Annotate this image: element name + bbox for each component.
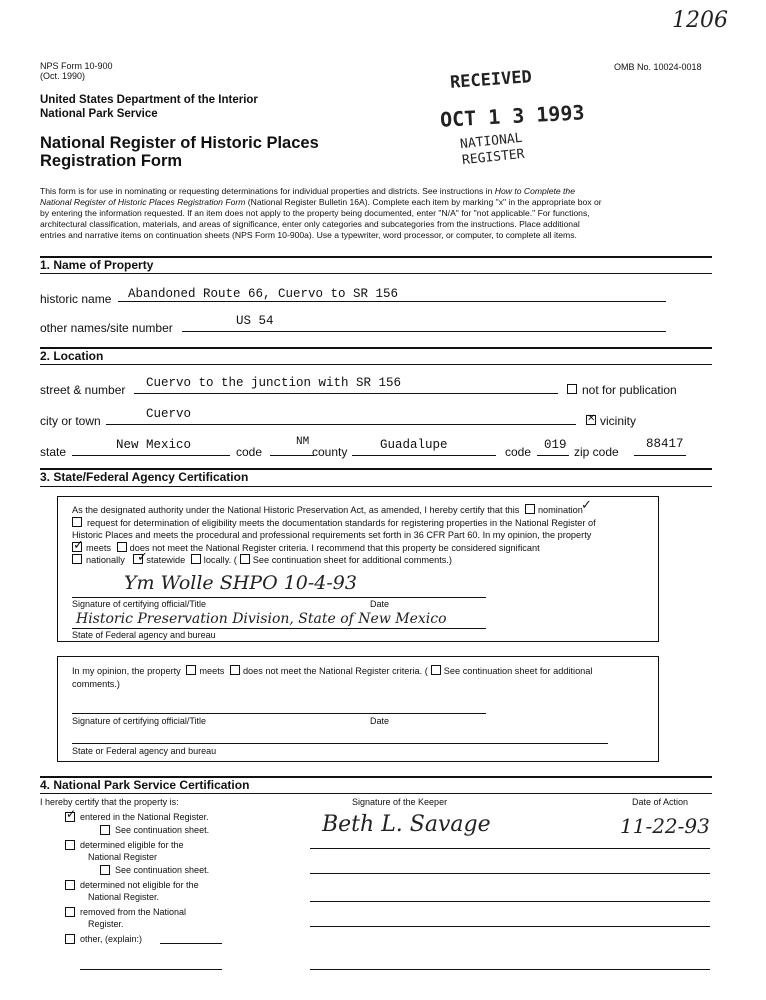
form-id: NPS Form 10-900	[40, 61, 113, 71]
code-label: code	[236, 445, 263, 459]
stamp-line2: REGISTER	[461, 146, 526, 169]
instructions-line	[40, 197, 722, 208]
certification-text	[72, 504, 596, 567]
signature-label: Signature of certifying official/Title	[72, 716, 207, 726]
determined-eligible-checkbox[interactable]	[65, 840, 75, 850]
agency-line	[72, 628, 486, 629]
entered-label: entered in the National Register.	[80, 812, 209, 822]
field-line	[352, 455, 496, 456]
removed-label: removed from the National	[80, 907, 187, 917]
section-3-heading: 3. State/Federal Agency Certification	[40, 470, 249, 484]
keeper-line	[310, 901, 710, 902]
date-label: Date	[370, 716, 390, 726]
instructions-line: by entering the information requested. If an item does not apply to the property being documented, enter "N/A" for "not applicable." For functions,	[40, 208, 590, 218]
street-label: street & number	[40, 383, 126, 397]
field-line	[118, 301, 666, 302]
field-line	[270, 455, 314, 456]
zip-value[interactable]: 88417	[646, 437, 684, 451]
agency-handwriting: Historic Preservation Division, State of New Mexico	[76, 611, 447, 627]
signature-line	[72, 713, 486, 714]
check-mark: ✓	[73, 537, 84, 552]
form-subtitle: Registration Form	[40, 152, 183, 170]
statewide-label: statewide	[146, 555, 186, 566]
field-line	[106, 424, 576, 425]
continuation-checkbox[interactable]	[240, 554, 250, 564]
section-4-heading: 4. National Park Service Certification	[40, 778, 250, 792]
city-value[interactable]: Cuervo	[146, 407, 192, 421]
opinion-text-span: See continuation sheet for additional	[443, 666, 593, 676]
omb-number: OMB No. 10024-0018	[614, 62, 702, 72]
instructions-text: This form is for use in nominating or requesting determinations for individual properties and districts. See instructions in	[40, 186, 495, 196]
nationally-checkbox[interactable]	[72, 554, 82, 564]
cert-line	[72, 504, 596, 517]
state-value[interactable]: New Mexico	[116, 438, 192, 452]
section-rule	[40, 347, 712, 349]
not-eligible-label: determined not eligible for the	[80, 880, 199, 890]
cert-line: Historic Places and meets the procedural and professional requirements set forth in 36 CFR Part 60. In my opinion, the property	[72, 530, 592, 541]
department: United States Department of the Interior	[40, 94, 258, 106]
signature-line	[72, 597, 486, 598]
nomination-checkbox[interactable]	[525, 504, 535, 514]
other-label: other, (explain:)	[80, 934, 143, 944]
city-label: city or town	[40, 414, 101, 428]
county-label: county	[312, 445, 348, 459]
opinion-line: comments.)	[72, 678, 120, 689]
instructions-title: National Register of Historic Places Registration Form	[40, 197, 246, 207]
meets-label: meets	[86, 542, 112, 553]
historic-name-label: historic name	[40, 292, 112, 306]
determined-eligible-label-2: National Register	[88, 852, 158, 862]
instructions-line	[40, 186, 722, 197]
cert-text: See continuation sheet for additional comments.)	[252, 555, 452, 566]
cert-text: request for determination of eligibility meets the documentation standards for registering properties in the National Register of	[87, 517, 596, 528]
instructions-title: How to Complete the	[494, 186, 575, 196]
section-underline	[40, 273, 712, 274]
check-mark: ✓	[66, 807, 77, 821]
keeper-line	[310, 926, 710, 927]
field-line	[537, 455, 569, 456]
handwritten-number: 1206	[672, 8, 728, 33]
cert-line	[72, 549, 596, 567]
locally-checkbox[interactable]	[191, 554, 201, 564]
cert-text: As the designated authority under the National Historic Preservation Act, as amended, I hereby certify that this	[72, 505, 520, 515]
cert-text: does not meet the National Register criteria. I recommend that this property be considered significant	[129, 542, 540, 553]
determined-eligible-label: determined eligible for the	[80, 840, 184, 850]
does-not-meet-checkbox[interactable]	[117, 542, 127, 552]
keeper-line	[310, 873, 710, 874]
state-label: state	[40, 445, 67, 459]
instructions-line: entries and narrative items on continuation sheets (NPS Form 10-900a). Use a typewriter, word processor, or computer, to complete all items.	[40, 230, 577, 240]
opinion-text	[72, 665, 592, 690]
not-for-publication-checkbox[interactable]	[567, 384, 577, 394]
section-underline	[40, 364, 712, 365]
keeper-line	[310, 848, 710, 849]
nationally-label: nationally	[86, 555, 125, 566]
field-line	[182, 331, 666, 332]
agency-line	[72, 743, 608, 744]
other-line	[80, 969, 222, 970]
zip-label: zip code	[574, 445, 619, 459]
vicinity-label: vicinity	[600, 414, 637, 428]
street-value[interactable]: Cuervo to the junction with SR 156	[146, 376, 402, 390]
historic-name-value[interactable]: Abandoned Route 66, Cuervo to SR 156	[128, 287, 399, 301]
certify-intro: I hereby certify that the property is:	[40, 797, 179, 807]
received-date: OCT 1 3 1993	[439, 100, 586, 132]
meets-label: meets	[199, 666, 225, 676]
form-date: (Oct. 1990)	[40, 71, 86, 81]
date-of-action-label: Date of Action	[632, 797, 689, 807]
county-value[interactable]: Guadalupe	[380, 438, 448, 452]
instructions	[40, 186, 722, 241]
received-stamp: RECEIVED	[449, 67, 533, 93]
field-line	[72, 455, 230, 456]
section-2-heading: 2. Location	[40, 349, 104, 363]
keeper-line	[310, 969, 710, 970]
other-checkbox[interactable]	[65, 934, 75, 944]
agency-label: State of Federal agency and bureau	[72, 630, 216, 640]
cert-line	[72, 537, 596, 555]
code2-value[interactable]: 019	[544, 438, 567, 452]
other-names-label: other names/site number	[40, 321, 173, 335]
continuation-checkbox-1[interactable]	[100, 825, 110, 835]
instructions-line: architectural classification, materials, and areas of significance, enter only categories and subcategories from the instructions. Place additional	[40, 219, 580, 229]
date-label: Date	[370, 599, 390, 609]
keeper-signature: Beth L. Savage	[322, 812, 491, 837]
check-mark: ✓	[581, 497, 592, 512]
code-value[interactable]: NM	[296, 436, 310, 448]
nomination-label: nomination	[537, 505, 583, 515]
certifying-signature: Ym Wolle SHPO 10-4-93	[124, 572, 357, 594]
removed-checkbox[interactable]	[65, 907, 75, 917]
determination-checkbox[interactable]	[72, 517, 82, 527]
agency-label: State or Federal agency and bureau	[72, 746, 217, 756]
section-1-heading: 1. Name of Property	[40, 258, 154, 272]
action-date: 11-22-93	[620, 814, 710, 838]
not-for-publication-label: not for publication	[582, 383, 677, 397]
continuation-label-1: See continuation sheet.	[115, 825, 210, 835]
service: National Park Service	[40, 108, 158, 120]
not-eligible-label-2: National Register.	[88, 892, 160, 902]
keeper-label: Signature of the Keeper	[352, 797, 448, 807]
continuation-checkbox-2[interactable]	[100, 865, 110, 875]
continuation-label-2: See continuation sheet.	[115, 865, 210, 875]
form-title: National Register of Historic Places	[40, 134, 319, 152]
other-line	[160, 943, 222, 944]
opinion-continuation-checkbox[interactable]	[431, 665, 441, 675]
stamp-line1: NATIONAL	[459, 130, 524, 153]
removed-label-2: Register.	[88, 919, 124, 929]
opinion-meets-checkbox[interactable]	[186, 665, 196, 675]
check-mark: ✓	[137, 549, 148, 564]
not-eligible-checkbox[interactable]	[65, 880, 75, 890]
instructions-text: (National Register Bulletin 16A). Complete each item by marking "x" in the appropriate box or	[245, 197, 602, 207]
opinion-label: In my opinion, the property	[72, 666, 181, 676]
code2-label: code	[505, 445, 532, 459]
opinion-line	[72, 665, 592, 678]
other-names-value[interactable]: US 54	[236, 314, 274, 328]
opinion-text-span: does not meet the National Register criteria. (	[242, 666, 428, 676]
section-underline	[40, 486, 712, 487]
signature-label: Signature of certifying official/Title	[72, 599, 207, 609]
field-line	[634, 455, 686, 456]
cert-line	[72, 517, 596, 530]
x-mark: ✕	[587, 413, 596, 424]
locally-label: locally. (	[203, 555, 237, 566]
section-underline	[40, 793, 712, 794]
opinion-does-not-meet-checkbox[interactable]	[230, 665, 240, 675]
field-line	[134, 393, 558, 394]
